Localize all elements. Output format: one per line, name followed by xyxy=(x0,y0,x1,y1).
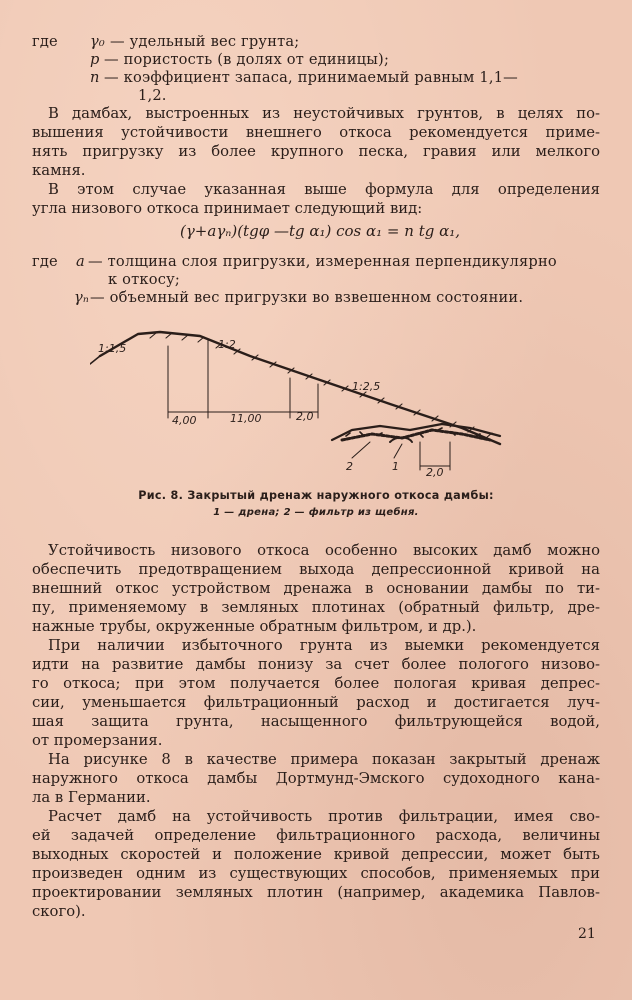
definition-line: 1,2. xyxy=(138,87,167,104)
text-line: шая защита грунта, насыщенного фильтрующейся водой, xyxy=(32,713,600,730)
where-label: где xyxy=(32,33,58,50)
symbol-p: p xyxy=(90,51,100,68)
text-line: угла низового откоса принимает следующий вид: xyxy=(32,200,423,217)
definition-line: — толщина слоя пригрузки, измеренная перпендикулярно xyxy=(88,253,557,270)
dimension-label: 4,00 xyxy=(172,414,197,427)
text-line: от промерзания. xyxy=(32,732,163,749)
definition-line: — пористость (в долях от единицы); xyxy=(104,51,390,68)
dimension-label: 2,0 xyxy=(296,410,314,423)
text-line: ла в Германии. xyxy=(32,789,151,806)
text-line: выходных скоростей и положение кривой депрессии, может быть xyxy=(32,846,600,863)
text-line: го откоса; при этом получается более пологая кривая депрес- xyxy=(32,675,600,692)
text-line: ей задачей определение фильтрационного расхода, величины xyxy=(32,827,600,844)
text-line: нажные трубы, окруженные обратным фильтром, и др.). xyxy=(32,618,477,635)
text-line: наружного откоса дамбы Дортмунд-Эмского судоходного кана- xyxy=(32,770,600,787)
text-line: ского). xyxy=(32,903,86,920)
text-line: проектировании земляных плотин (например, академика Павлов- xyxy=(32,884,600,901)
where-label: где xyxy=(32,253,58,270)
text-line: При наличии избыточного грунта из выемки рекомендуется xyxy=(48,637,600,654)
text-line: вышения устойчивости внешнего откоса рекомендуется приме- xyxy=(32,124,600,141)
text-line: Устойчивость низового откоса особенно высоких дамб можно xyxy=(48,542,600,559)
page-number: 21 xyxy=(578,926,596,942)
leader-line xyxy=(352,442,370,458)
text-line: идти на развитие дамбы понизу за счет более пологого низово- xyxy=(32,656,600,673)
symbol-gamma-n: γₙ xyxy=(74,289,90,306)
text-line: На рисунке 8 в качестве примера показан закрытый дренаж xyxy=(48,751,600,768)
dam-inner-slope-line xyxy=(90,356,100,364)
figure-caption-legend: 1 — дрена; 2 — фильтр из щебня. xyxy=(213,507,419,518)
formula: (γ+aγₙ)(tgφ —tg α₁) cos α₁ = n tg α₁, xyxy=(179,222,461,240)
text-line: внешний откос устройством дренажа в основании дамбы по ти- xyxy=(32,580,600,597)
text-line: пу, применяемому в земляных плотинах (обратный фильтр, дре- xyxy=(32,599,600,616)
slope-hatching xyxy=(150,333,492,438)
dimension-label: 2,0 xyxy=(426,466,444,478)
symbol-a: a xyxy=(76,253,85,270)
symbol-gamma0: γ₀ xyxy=(90,33,105,50)
symbol-n: n xyxy=(90,69,100,86)
dam-outer-slope xyxy=(100,332,500,444)
text-line: В дамбах, выстроенных из неустойчивых грунтов, в целях по- xyxy=(48,105,600,122)
text-line: нять пригрузку из более крупного песка, гравия или мелкого xyxy=(32,143,600,160)
dimension-label: 11,00 xyxy=(230,412,262,425)
definition-line: — объемный вес пригрузки во взвешенном состоянии. xyxy=(90,289,524,306)
slope-label: 1:2 xyxy=(218,338,236,351)
item-label-1: 1 xyxy=(392,460,399,473)
definition-line: к откосу; xyxy=(108,271,181,288)
leader-line xyxy=(394,444,402,458)
text-line: камня. xyxy=(32,162,86,179)
text-line: произведен одним из существующих способов, применяемых при xyxy=(32,865,600,882)
definition-line: — коэффициент запаса, принимаемый равным 1,1— xyxy=(104,69,518,86)
figure-caption-title: Рис. 8. Закрытый дренаж наружного откоса дамбы: xyxy=(138,489,494,502)
text-line: Расчет дамб на устойчивость против фильтрации, имея сво- xyxy=(48,808,600,825)
text-line: обеспечить предотвращением выхода депрессионной кривой на xyxy=(32,561,600,578)
slope-label: 1:2,5 xyxy=(352,380,381,393)
slope-label: 1:1,5 xyxy=(98,342,127,355)
item-label-2: 2 xyxy=(346,460,353,473)
figure-8-drawing xyxy=(90,318,510,478)
definition-line: — удельный вес грунта; xyxy=(110,33,300,50)
text-line: В этом случае указанная выше формула для определения xyxy=(48,181,600,198)
text-line: сии, уменьшается фильтрационный расход и достигается луч- xyxy=(32,694,600,711)
